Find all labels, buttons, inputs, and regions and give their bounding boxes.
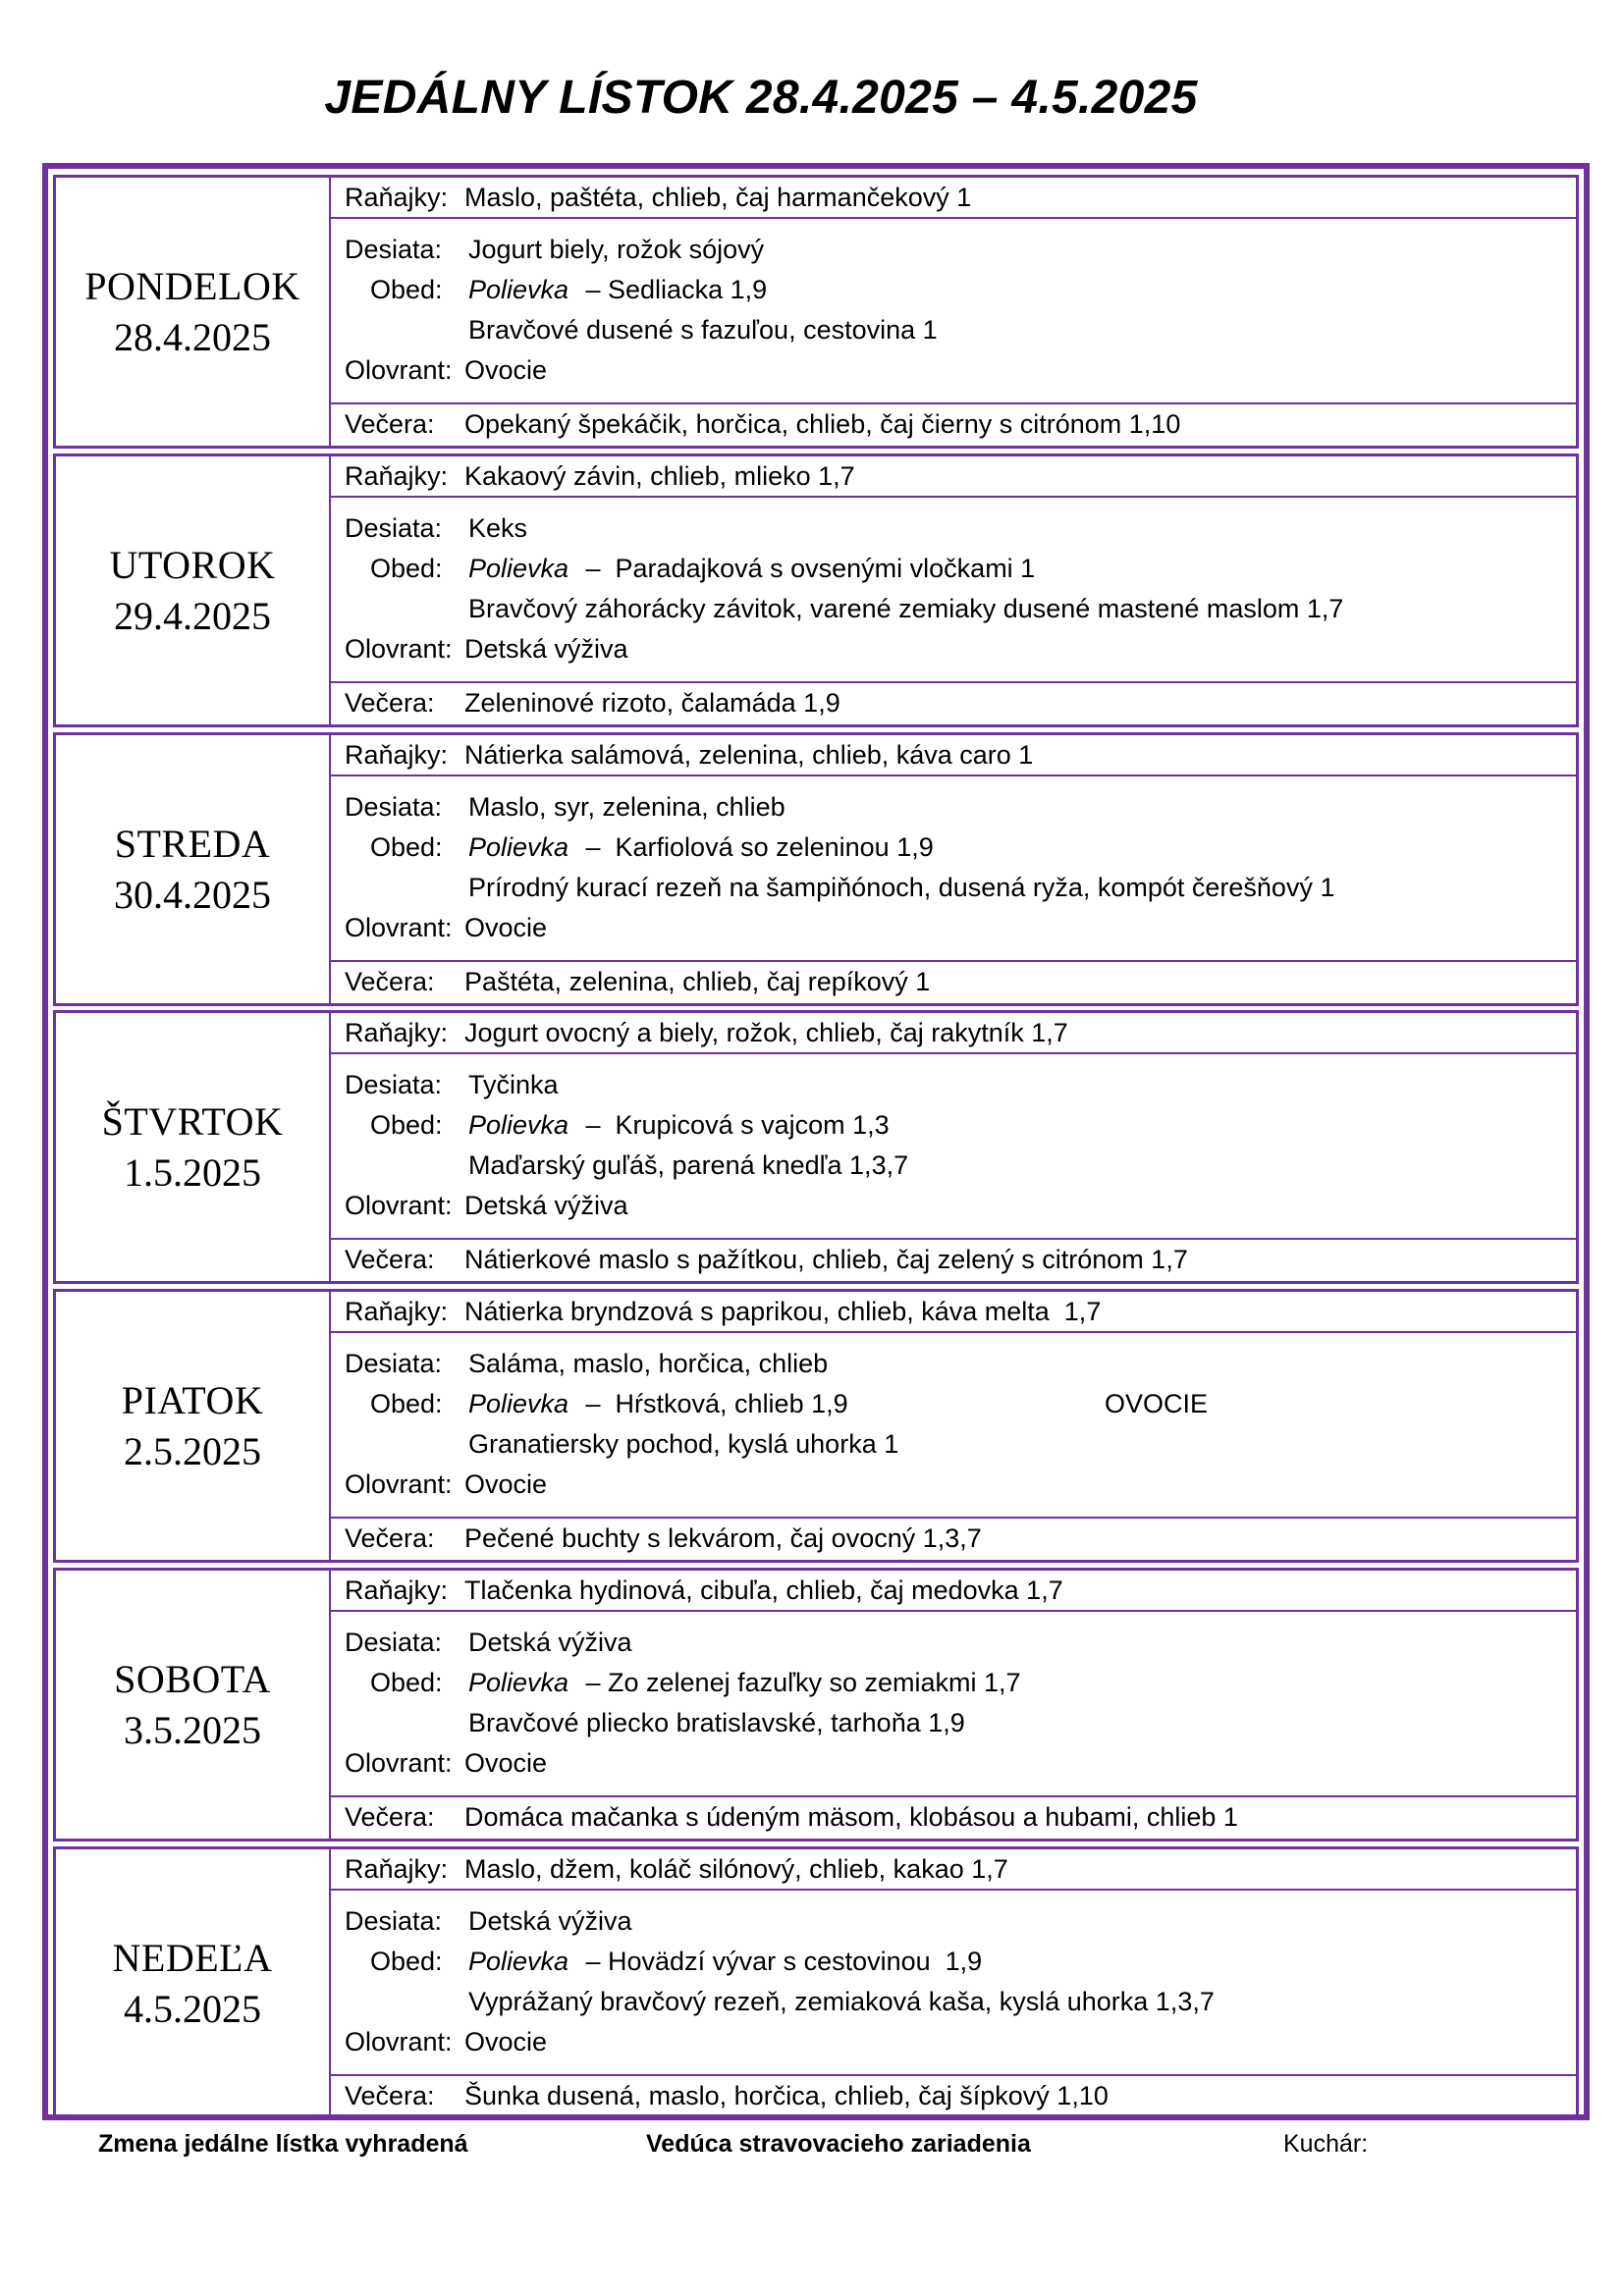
- soup-label: Polievka: [468, 1668, 569, 1697]
- afternoon-snack-line: [331, 908, 1576, 948]
- dinner-value: Domáca mačanka s údeným mäsom, klobásou a hubami, chlieb 1: [464, 1802, 1238, 1832]
- day-name: PIATOK: [121, 1377, 264, 1422]
- dinner-value: Pečené buchty s lekvárom, čaj ovocný 1,3,7: [464, 1523, 982, 1553]
- soup-value: – Hŕstková, chlieb 1,9: [578, 1389, 848, 1418]
- day-name: ŠTVRTOK: [101, 1098, 284, 1144]
- dinner-label: Večera:: [345, 1523, 435, 1553]
- snack-value: Detská výživa: [468, 1628, 632, 1657]
- day-label: [56, 456, 331, 724]
- afternoon-snack-label: Olovrant:: [345, 1469, 453, 1499]
- snack-line: [331, 787, 1576, 828]
- snack-label: Desiata:: [345, 1628, 443, 1657]
- snack-label: Desiata:: [345, 1906, 443, 1936]
- breakfast-row: [331, 1849, 1576, 1891]
- day-name: UTOROK: [109, 542, 276, 587]
- day-block: [53, 732, 1579, 1006]
- day-name: STREDA: [114, 821, 271, 866]
- lunch-line: [331, 1663, 1576, 1703]
- snack-label: Desiata:: [345, 1349, 443, 1378]
- day-meals: [331, 178, 1576, 446]
- lunch-label: Obed:: [370, 554, 443, 583]
- snack-line: [331, 1065, 1576, 1105]
- day-date: 4.5.2025: [124, 1986, 261, 2031]
- main-course-line: [331, 589, 1576, 629]
- breakfast-row: [331, 456, 1576, 498]
- afternoon-snack-line: [331, 1743, 1576, 1784]
- breakfast-value: Kakaový závin, chlieb, mlieko 1,7: [464, 461, 855, 491]
- breakfast-row: [331, 178, 1576, 219]
- lunch-label: Obed:: [370, 1668, 443, 1697]
- snack-value: Detská výživa: [468, 1906, 632, 1936]
- day-date: 30.4.2025: [114, 872, 271, 917]
- breakfast-line: [331, 1292, 1576, 1332]
- snack-line: [331, 230, 1576, 270]
- afternoon-snack-line: [331, 629, 1576, 669]
- afternoon-snack-label: Olovrant:: [345, 355, 453, 385]
- day-block: [53, 175, 1579, 449]
- snack-label: Desiata:: [345, 235, 443, 264]
- day-meals: [331, 735, 1576, 1003]
- main-course-value: Bravčový záhorácky závitok, varené zemiaky dusené mastené maslom 1,7: [468, 594, 1344, 623]
- day-date: 2.5.2025: [124, 1428, 261, 1473]
- soup-value: – Zo zelenej fazuľky so zemiakmi 1,7: [578, 1668, 1021, 1697]
- lunch-label: Obed:: [370, 1110, 443, 1140]
- breakfast-row: [331, 1571, 1576, 1612]
- snack-value: Keks: [468, 513, 528, 543]
- breakfast-value: Tlačenka hydinová, cibuľa, chlieb, čaj medovka 1,7: [464, 1575, 1063, 1605]
- soup-value: – Karfiolová so zeleninou 1,9: [578, 832, 934, 862]
- snack-line: [331, 1623, 1576, 1663]
- snack-value: Maslo, syr, zelenina, chlieb: [468, 792, 785, 822]
- day-date: 29.4.2025: [114, 593, 271, 638]
- lunch-label: Obed:: [370, 1947, 443, 1976]
- dinner-line: [331, 1240, 1576, 1280]
- snack-label: Desiata:: [345, 792, 443, 822]
- day-meals: [331, 456, 1576, 724]
- afternoon-snack-label: Olovrant:: [345, 913, 453, 942]
- snack-label: Desiata:: [345, 1070, 443, 1099]
- breakfast-label: Raňajky:: [345, 183, 449, 212]
- breakfast-row: [331, 1013, 1576, 1054]
- snack-value: Jogurt biely, rožok sójový: [468, 235, 765, 264]
- day-name: PONDELOK: [84, 263, 300, 308]
- dinner-line: [331, 1797, 1576, 1838]
- day-meals: [331, 1292, 1576, 1560]
- soup-label: Polievka: [468, 275, 569, 304]
- dinner-row: [331, 1517, 1576, 1560]
- breakfast-value: Jogurt ovocný a biely, rožok, chlieb, čaj rakytník 1,7: [464, 1018, 1068, 1047]
- day-date: 1.5.2025: [124, 1149, 261, 1195]
- midday-row: [331, 1614, 1576, 1784]
- main-course-line: [331, 1424, 1576, 1465]
- midday-row: [331, 500, 1576, 669]
- afternoon-snack-value: Ovocie: [464, 1748, 548, 1778]
- day-date: 3.5.2025: [124, 1707, 261, 1752]
- afternoon-snack-value: Ovocie: [464, 355, 548, 385]
- page-title: JEDÁLNY LÍSTOK 28.4.2025 – 4.5.2025: [324, 72, 1198, 124]
- dinner-value: Zeleninové rizoto, čalamáda 1,9: [464, 688, 840, 718]
- lunch-line: [331, 270, 1576, 310]
- dinner-row: [331, 681, 1576, 724]
- breakfast-label: Raňajky:: [345, 1854, 449, 1884]
- main-course-line: [331, 1703, 1576, 1743]
- main-course-value: Maďarský guľáš, parená knedľa 1,3,7: [468, 1150, 909, 1180]
- snack-line: [331, 1901, 1576, 1942]
- dinner-line: [331, 2076, 1576, 2116]
- dinner-row: [331, 1238, 1576, 1281]
- lunch-line: [331, 1384, 1576, 1424]
- dinner-line: [331, 1519, 1576, 1559]
- midday-row: [331, 1893, 1576, 2062]
- breakfast-row: [331, 1292, 1576, 1333]
- lunch-line: [331, 828, 1576, 868]
- lunch-label: Obed:: [370, 1389, 443, 1418]
- day-label: [56, 178, 331, 446]
- afternoon-snack-value: Detská výživa: [464, 634, 628, 664]
- dinner-label: Večera:: [345, 1802, 435, 1832]
- breakfast-line: [331, 735, 1576, 775]
- breakfast-value: Maslo, paštéta, chlieb, čaj harmančekový 1: [464, 183, 972, 212]
- dinner-label: Večera:: [345, 409, 435, 439]
- main-course-line: [331, 1146, 1576, 1186]
- breakfast-line: [331, 178, 1576, 218]
- main-course-line: [331, 868, 1576, 908]
- dinner-label: Večera:: [345, 967, 435, 996]
- afternoon-snack-value: Detská výživa: [464, 1191, 628, 1220]
- dinner-label: Večera:: [345, 2081, 435, 2110]
- day-label: [56, 1571, 331, 1839]
- day-block: [53, 1289, 1579, 1563]
- day-date: 28.4.2025: [114, 314, 271, 359]
- afternoon-snack-line: [331, 2022, 1576, 2062]
- soup-label: Polievka: [468, 1389, 569, 1418]
- day-meals: [331, 1849, 1576, 2117]
- day-name: SOBOTA: [114, 1656, 271, 1701]
- breakfast-line: [331, 1849, 1576, 1890]
- soup-value: – Krupicová s vajcom 1,3: [578, 1110, 890, 1140]
- dinner-row: [331, 960, 1576, 1003]
- day-label: [56, 735, 331, 1003]
- day-label: [56, 1013, 331, 1281]
- snack-value: Tyčinka: [468, 1070, 559, 1099]
- lunch-label: Obed:: [370, 275, 443, 304]
- breakfast-label: Raňajky:: [345, 1575, 449, 1605]
- afternoon-snack-line: [331, 1465, 1576, 1505]
- soup-label: Polievka: [468, 554, 569, 583]
- dinner-label: Večera:: [345, 1245, 435, 1274]
- midday-row: [331, 221, 1576, 391]
- menu-table: [42, 163, 1590, 2120]
- lunch-line: [331, 1942, 1576, 1982]
- breakfast-label: Raňajky:: [345, 740, 449, 770]
- soup-label: Polievka: [468, 1947, 569, 1976]
- soup-label: Polievka: [468, 832, 569, 862]
- breakfast-label: Raňajky:: [345, 1297, 449, 1326]
- dinner-value: Nátierkové maslo s pažítkou, chlieb, čaj zelený s citrónom 1,7: [464, 1245, 1188, 1274]
- midday-row: [331, 1056, 1576, 1226]
- snack-value: Saláma, maslo, horčica, chlieb: [468, 1349, 829, 1378]
- afternoon-snack-value: Ovocie: [464, 1469, 548, 1499]
- day-label: [56, 1849, 331, 2117]
- breakfast-line: [331, 456, 1576, 497]
- breakfast-row: [331, 735, 1576, 776]
- afternoon-snack-label: Olovrant:: [345, 2027, 453, 2056]
- breakfast-value: Nátierka bryndzová s paprikou, chlieb, káva melta 1,7: [464, 1297, 1102, 1326]
- dinner-value: Opekaný špekáčik, horčica, chlieb, čaj čierny s citrónom 1,10: [464, 409, 1181, 439]
- midday-row: [331, 778, 1576, 948]
- main-course-value: Prírodný kurací rezeň na šampiňónoch, dusená ryža, kompót čerešňový 1: [468, 873, 1335, 902]
- main-course-value: Bravčové dusené s fazuľou, cestovina 1: [468, 315, 938, 345]
- afternoon-snack-label: Olovrant:: [345, 634, 453, 664]
- snack-line: [331, 1344, 1576, 1384]
- dinner-line: [331, 683, 1576, 723]
- day-block: [53, 454, 1579, 727]
- breakfast-value: Maslo, džem, koláč silónový, chlieb, kakao 1,7: [464, 1854, 1008, 1884]
- day-block: [53, 1568, 1579, 1842]
- lunch-line: [331, 1105, 1576, 1146]
- dinner-line: [331, 962, 1576, 1002]
- breakfast-label: Raňajky:: [345, 461, 449, 491]
- dinner-label: Večera:: [345, 688, 435, 718]
- day-meals: [331, 1013, 1576, 1281]
- afternoon-snack-label: Olovrant:: [345, 1191, 453, 1220]
- breakfast-line: [331, 1571, 1576, 1611]
- dinner-value: Paštéta, zelenina, chlieb, čaj repíkový 1: [464, 967, 931, 996]
- main-course-value: Bravčové pliecko bratislavské, tarhoňa 1,9: [468, 1708, 965, 1737]
- dinner-row: [331, 1795, 1576, 1839]
- dinner-value: Šunka dusená, maslo, horčica, chlieb, čaj šípkový 1,10: [464, 2081, 1109, 2110]
- dinner-row: [331, 402, 1576, 446]
- main-course-line: [331, 1982, 1576, 2022]
- lunch-label: Obed:: [370, 832, 443, 862]
- day-label: [56, 1292, 331, 1560]
- main-course-line: [331, 310, 1576, 350]
- soup-label: Polievka: [468, 1110, 569, 1140]
- lunch-line: [331, 549, 1576, 589]
- breakfast-value: Nátierka salámová, zelenina, chlieb, káva caro 1: [464, 740, 1034, 770]
- dinner-row: [331, 2074, 1576, 2117]
- breakfast-line: [331, 1013, 1576, 1053]
- snack-label: Desiata:: [345, 513, 443, 543]
- footer-manager: Vedúca stravovacieho zariadenia: [646, 2130, 1031, 2158]
- breakfast-label: Raňajky:: [345, 1018, 449, 1047]
- dinner-line: [331, 404, 1576, 445]
- day-block: [53, 1846, 1579, 2120]
- soup-value: – Sedliacka 1,9: [578, 275, 768, 304]
- lunch-extra: OVOCIE: [1105, 1389, 1209, 1418]
- day-block: [53, 1010, 1579, 1284]
- afternoon-snack-value: Ovocie: [464, 913, 548, 942]
- footer-change-notice: Zmena jedálne lístka vyhradená: [98, 2130, 468, 2158]
- afternoon-snack-line: [331, 350, 1576, 391]
- soup-value: – Hovädzí vývar s cestovinou 1,9: [578, 1947, 983, 1976]
- main-course-value: Granatiersky pochod, kyslá uhorka 1: [468, 1429, 899, 1459]
- soup-value: – Paradajková s ovsenými vločkami 1: [578, 554, 1036, 583]
- main-course-value: Vyprážaný bravčový rezeň, zemiaková kaša, kyslá uhorka 1,3,7: [468, 1987, 1215, 2016]
- footer-cook: Kuchár:: [1283, 2130, 1369, 2158]
- snack-line: [331, 508, 1576, 549]
- day-name: NEDEĽA: [112, 1935, 273, 1980]
- afternoon-snack-value: Ovocie: [464, 2027, 548, 2056]
- afternoon-snack-line: [331, 1186, 1576, 1226]
- day-meals: [331, 1571, 1576, 1839]
- midday-row: [331, 1335, 1576, 1505]
- afternoon-snack-label: Olovrant:: [345, 1748, 453, 1778]
